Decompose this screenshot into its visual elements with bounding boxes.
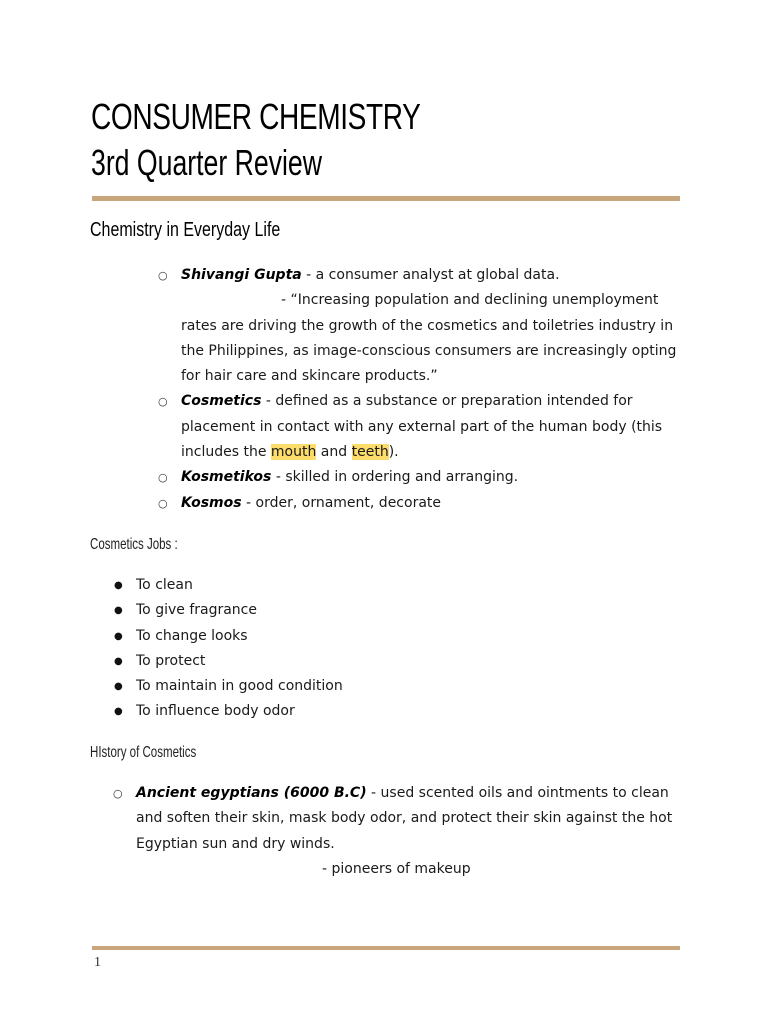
document-subtitle: 3rd Quarter Review xyxy=(91,142,322,183)
definition-text: ). xyxy=(388,444,399,461)
history-text: - used scented oils and ointments to clean and soften their skin, mask body odor, and protect their skin against the hot Egyptian sun and dry winds. xyxy=(136,785,673,852)
list-item: ● To clean xyxy=(136,573,536,598)
list-item: ● To influence body odor xyxy=(136,699,536,724)
definition-text: - order, ornament, decorate xyxy=(241,494,442,511)
quote-first-line: - “Increasing population and declining unemployment rates xyxy=(181,292,659,334)
definition-term: Kosmos xyxy=(181,494,242,511)
history-heading: HIstory of Cosmetics xyxy=(90,744,197,761)
section-heading: Chemistry in Everyday Life xyxy=(90,219,281,241)
list-item: ● To maintain in good condition xyxy=(136,674,536,699)
definition-text: and xyxy=(316,444,352,461)
definition-text: - defined as a substance or preparation intended for placement in contact with any external part of the human body (this includes the xyxy=(181,393,663,461)
definition-item-gupta xyxy=(181,263,681,389)
history-list xyxy=(136,781,681,882)
definitions-list xyxy=(181,263,681,516)
highlighted-word: teeth xyxy=(351,444,389,461)
header-divider xyxy=(92,196,680,201)
history-item xyxy=(136,781,681,882)
definition-term: Cosmetics xyxy=(181,393,262,410)
definition-text: - skilled in ordering and arranging. xyxy=(271,469,519,486)
history-term: Ancient egyptians (6000 B.C) xyxy=(136,785,367,801)
definition-item-kosmetikos xyxy=(181,465,681,490)
jobs-list xyxy=(136,573,536,725)
document-title: CONSUMER CHEMISTRY xyxy=(91,96,421,137)
list-item: ● To change looks xyxy=(136,624,536,649)
highlighted-word: mouth xyxy=(270,444,317,461)
definition-term: Shivangi Gupta xyxy=(181,267,302,283)
history-note: - pioneers of makeup xyxy=(322,860,471,877)
list-item: ● To give fragrance xyxy=(136,598,536,623)
definition-text: - a consumer analyst at global data. xyxy=(301,267,560,283)
jobs-heading: Cosmetics Jobs : xyxy=(90,536,178,553)
footer-divider xyxy=(92,946,680,950)
definition-item-kosmos xyxy=(181,491,681,516)
quote-text: are driving the growth of the cosmetics and toiletries industry in the Philippines, as image-conscious consumers are increasingly opting for hair care and skincare products.” xyxy=(181,317,677,385)
page-number: 1 xyxy=(94,955,101,970)
definition-term: Kosmetikos xyxy=(181,469,272,486)
list-item: ● To protect xyxy=(136,649,536,674)
definition-item-cosmetics xyxy=(181,389,681,465)
